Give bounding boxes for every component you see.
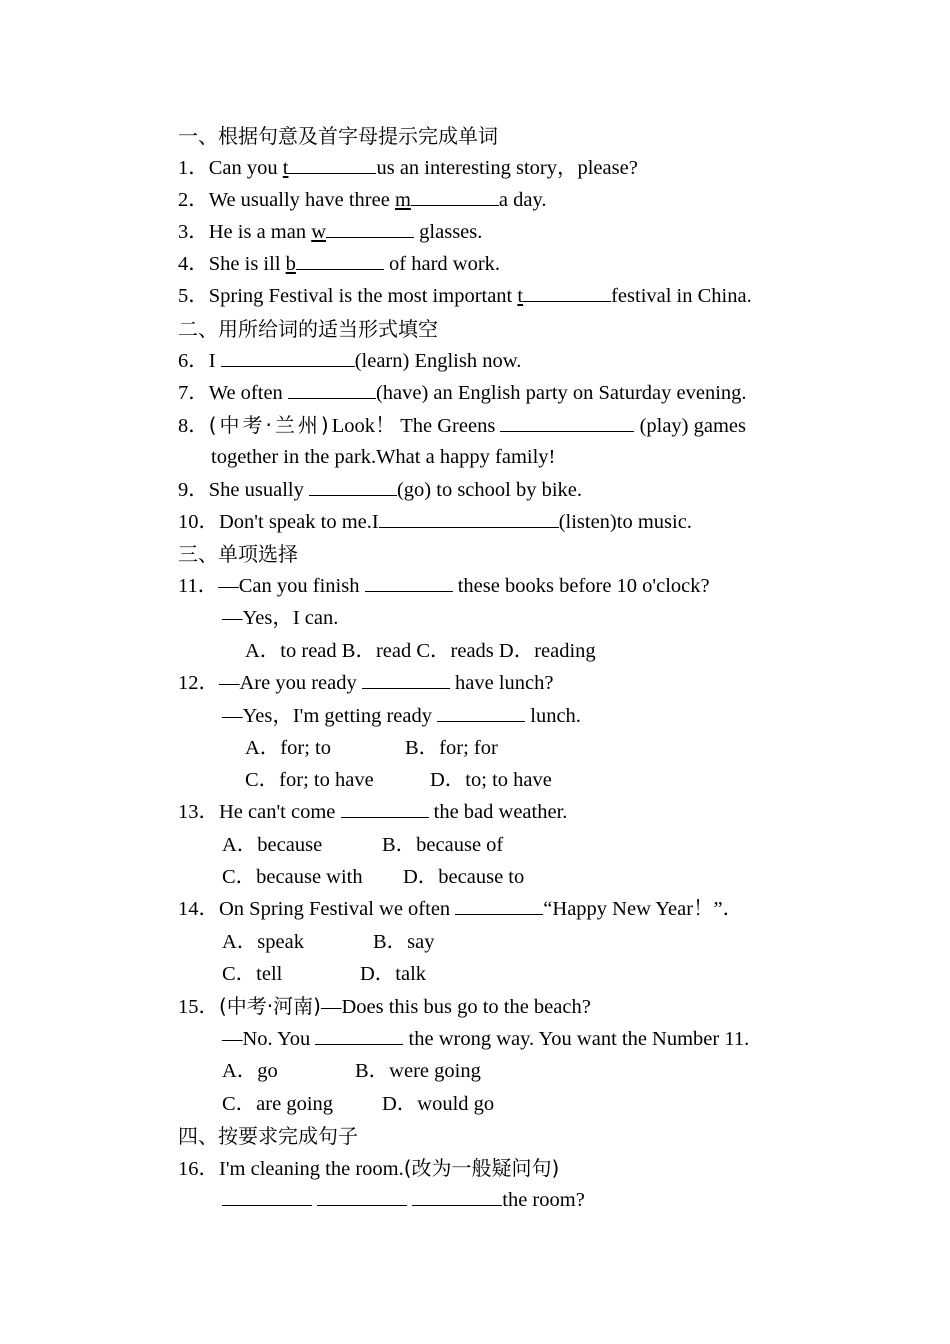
question-number: 15．	[178, 996, 219, 1018]
option-b[interactable]: B．say	[373, 931, 435, 953]
option-c[interactable]: C．because with	[222, 866, 363, 888]
question-11-options[interactable]: A．to read B．read C．reads D．reading	[245, 640, 596, 662]
question-3: 3．He is a man w glasses.	[178, 221, 483, 243]
section-2-title: 二、用所给词的适当形式填空	[178, 317, 438, 341]
question-number: 10．	[178, 511, 219, 533]
answer-blank[interactable]	[288, 155, 376, 174]
section-1-title: 一、根据句意及首字母提示完成单词	[178, 124, 498, 148]
option-b[interactable]: B．because of	[382, 834, 504, 856]
question-7: 7．We often (have) an English party on Saturday evening.	[178, 382, 747, 404]
question-number: 1．	[178, 157, 209, 179]
instruction-text: (改为一般疑问句)	[403, 1156, 560, 1180]
option-b[interactable]: B．for; for	[405, 737, 498, 759]
answer-blank[interactable]	[296, 251, 384, 270]
question-number: 14．	[178, 898, 219, 920]
question-11: 11．—Can you finish these books before 10 o'clock?	[178, 575, 710, 597]
question-14: 14．On Spring Festival we often “Happy New Year！”．	[178, 898, 744, 920]
question-number: 5．	[178, 285, 209, 307]
question-12-reply: —Yes，I'm getting ready lunch.	[222, 705, 581, 727]
source-tag: (中考·兰州)	[208, 413, 332, 437]
question-number: 4．	[178, 253, 209, 275]
option-c[interactable]: C．are going	[222, 1093, 334, 1115]
question-15-reply: —No. You the wrong way. You want the Number 11.	[222, 1028, 750, 1050]
option-a[interactable]: A．because	[222, 834, 323, 856]
question-12: 12．—Are you ready have lunch?	[178, 672, 554, 694]
question-4: 4．She is ill b of hard work.	[178, 253, 501, 275]
question-number: 11．	[178, 575, 219, 597]
question-number: 16．	[178, 1158, 219, 1180]
question-number: 7．	[178, 382, 209, 404]
answer-blank[interactable]	[411, 187, 499, 206]
question-16: 16．I'm cleaning the room.(改为一般疑问句)	[178, 1156, 560, 1180]
question-9: 9．She usually (go) to school by bike.	[178, 479, 583, 501]
option-a[interactable]: A．go	[222, 1060, 278, 1082]
question-number: 3．	[178, 221, 209, 243]
answer-blank[interactable]	[379, 509, 559, 528]
question-6: 6．I (learn) English now.	[178, 350, 522, 372]
answer-blank[interactable]	[437, 703, 525, 722]
option-a[interactable]: A．for; to	[245, 737, 331, 759]
option-d[interactable]: D．because to	[403, 866, 525, 888]
answer-blank[interactable]	[362, 670, 450, 689]
question-number: 8．	[178, 415, 209, 437]
initial-letter-hint: t	[517, 285, 524, 307]
question-15: 15．(中考·河南)—Does this bus go to the beach?	[178, 994, 591, 1018]
source-tag: (中考·河南)	[219, 994, 321, 1018]
answer-blank[interactable]	[365, 573, 453, 592]
answer-blank[interactable]	[412, 1187, 502, 1206]
option-b[interactable]: B．were going	[355, 1060, 481, 1082]
answer-blank[interactable]	[221, 348, 355, 367]
answer-blank[interactable]	[317, 1187, 407, 1206]
initial-letter-hint: t	[282, 157, 289, 179]
initial-letter-hint: b	[285, 253, 296, 275]
option-a[interactable]: A．speak	[222, 931, 304, 953]
question-1: 1．Can you t us an interesting story，please?	[178, 157, 638, 179]
answer-blank[interactable]	[500, 413, 634, 432]
option-c[interactable]: C．for; to have	[245, 769, 374, 791]
question-number: 12．	[178, 672, 219, 694]
answer-blank[interactable]	[315, 1026, 403, 1045]
answer-blank[interactable]	[222, 1187, 312, 1206]
answer-blank[interactable]	[455, 896, 543, 915]
answer-blank[interactable]	[309, 477, 397, 496]
question-10: 10．Don't speak to me.I (listen)to music.	[178, 511, 692, 533]
initial-letter-hint: w	[311, 221, 327, 243]
answer-blank[interactable]	[523, 283, 611, 302]
answer-blank[interactable]	[288, 380, 376, 399]
question-8: 8．(中考·兰州)Look！ The Greens (play) games	[178, 413, 747, 437]
question-8-continuation: together in the park.What a happy family!	[211, 446, 556, 468]
option-d[interactable]: D．talk	[360, 963, 427, 985]
option-d[interactable]: D．would go	[382, 1093, 495, 1115]
question-11-reply: —Yes，I can.	[222, 607, 339, 629]
question-number: 6．	[178, 350, 209, 372]
initial-letter-hint: m	[394, 189, 411, 211]
option-d[interactable]: D．to; to have	[430, 769, 552, 791]
answer-blank[interactable]	[341, 799, 429, 818]
answer-blank[interactable]	[326, 219, 414, 238]
question-5: 5．Spring Festival is the most important t festival in China.	[178, 285, 752, 307]
question-number: 9．	[178, 479, 209, 501]
question-number: 2．	[178, 189, 209, 211]
question-number: 13．	[178, 801, 219, 823]
question-2: 2．We usually have three m a day.	[178, 189, 547, 211]
question-16-answer: the room?	[222, 1184, 950, 1216]
option-c[interactable]: C．tell	[222, 963, 283, 985]
section-4-title: 四、按要求完成句子	[178, 1124, 358, 1148]
question-13: 13．He can't come the bad weather.	[178, 801, 568, 823]
section-3-title: 三、单项选择	[178, 542, 298, 566]
